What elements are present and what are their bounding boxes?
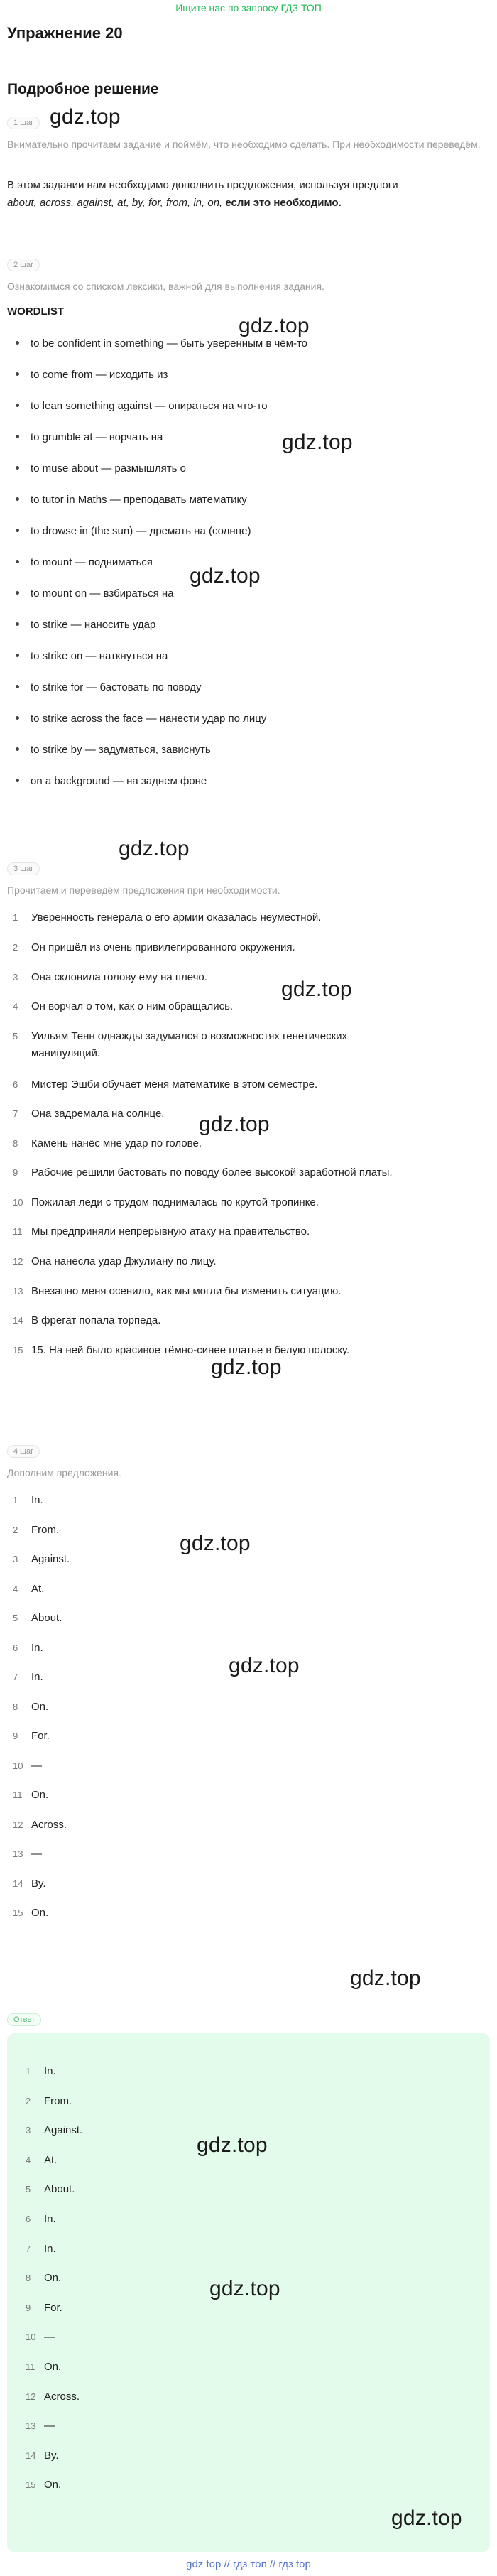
item-number: 8: [13, 1701, 18, 1712]
translation-text: 15. На ней было красивое тёмно-синее платье в белую полоску.: [31, 1344, 350, 1356]
watermark: gdz.top: [197, 2133, 268, 2157]
item-number: 9: [26, 2302, 31, 2313]
wordlist-item: [16, 710, 266, 727]
completion-text: In.: [31, 1671, 43, 1683]
answer-item: [26, 2152, 57, 2169]
bullet-dot: [16, 466, 19, 470]
translation-text: Уверенность генерала о его армии оказалась неуместной.: [31, 911, 322, 924]
translation-text: Он ворчал о том, как о ним обращались.: [31, 1000, 234, 1012]
wordlist-item: [16, 523, 251, 540]
translation-text: Она задремала на солнце.: [31, 1108, 165, 1120]
translation-text: Внезапно меня осенило, как мы могли бы изменить ситуацию.: [31, 1285, 342, 1297]
wordlist-item: [16, 773, 207, 790]
answer-item: [26, 2300, 62, 2317]
completion-item: [13, 1728, 50, 1745]
completion-text: Across.: [31, 1818, 67, 1831]
answer-text: In.: [44, 2213, 56, 2225]
wordlist-text: to mount — подниматься: [31, 556, 153, 568]
translation-item: [13, 1253, 217, 1270]
footer-links[interactable]: gdz top // гдз топ // гдз top: [186, 2558, 311, 2570]
translation-text: Рабочие решили бастовать по поводу более высокой заработной платы.: [31, 1167, 393, 1179]
wordlist-item: [16, 679, 201, 696]
completion-item: [13, 1551, 70, 1568]
watermark: gdz.top: [391, 2506, 462, 2530]
completion-text: By.: [31, 1877, 46, 1890]
completion-item: [13, 1610, 62, 1627]
item-number: 13: [26, 2420, 36, 2432]
watermark: gdz.top: [350, 1966, 421, 1990]
task-prepositions: about, across, against, at, by, for, from, in, on,: [7, 197, 223, 209]
item-number: 7: [26, 2243, 31, 2254]
answer-text: About.: [44, 2183, 75, 2196]
wordlist-text: to lean something against — опираться на что-то: [31, 400, 268, 412]
item-number: 7: [13, 1108, 18, 1119]
item-number: 11: [13, 1790, 23, 1800]
answer-item: [26, 2211, 56, 2228]
wordlist-text: to be confident in something — быть уверенным в чём-то: [31, 337, 307, 350]
item-number: 5: [26, 2184, 31, 2195]
item-number: 3: [13, 1554, 18, 1564]
answer-text: Against.: [44, 2124, 83, 2137]
bullet-dot: [16, 341, 19, 345]
watermark: gdz.top: [229, 1654, 300, 1677]
completion-item: [13, 1492, 43, 1509]
item-number: 13: [13, 1849, 23, 1859]
item-number: 5: [13, 1031, 18, 1041]
translation-text: Уильям Тенн однажды задумался о возможностях генетических: [31, 1030, 348, 1042]
item-number: 5: [13, 1613, 18, 1623]
item-number: 4: [13, 1001, 18, 1012]
item-number: 6: [26, 2214, 31, 2224]
translation-item: [13, 1223, 310, 1240]
step-badge-3: 3 шаг: [7, 862, 40, 875]
answer-text: At.: [44, 2153, 58, 2166]
completion-text: In.: [31, 1494, 43, 1506]
translation-item: [13, 969, 207, 986]
translation-item: [13, 1194, 319, 1211]
answer-text: On.: [44, 2272, 62, 2285]
answer-item: [26, 2241, 56, 2258]
answer-item: [26, 2447, 59, 2464]
translation-item: [13, 1283, 341, 1300]
bullet-dot: [16, 497, 19, 501]
completion-item: [13, 1758, 42, 1775]
task-line: В этом задании нам необходимо дополнить предложения, используя предлоги: [7, 179, 398, 191]
section-heading: Подробное решение: [7, 81, 159, 97]
translation-text-cont: манипуляций.: [31, 1047, 101, 1059]
watermark: gdz.top: [209, 2277, 280, 2300]
item-number: 9: [13, 1167, 18, 1178]
wordlist-item: [16, 554, 153, 571]
completion-item: [13, 1846, 42, 1863]
translation-text: Он пришёл из очень привилегированного окружения.: [31, 941, 295, 953]
bullet-dot: [16, 716, 19, 720]
completion-item: [13, 1905, 48, 1922]
watermark: gdz.top: [211, 1355, 282, 1379]
item-number: 13: [13, 1286, 23, 1297]
translation-text: Мистер Эшби обучает меня математике в этом семестре.: [31, 1078, 318, 1091]
wordlist-text: to strike across the face — нанести удар по лицу: [31, 713, 267, 725]
item-number: 3: [26, 2125, 31, 2136]
answer-text: Across.: [44, 2390, 80, 2403]
wordlist-item: [16, 398, 268, 415]
page-title: Упражнение 20: [7, 24, 123, 42]
task-suffix: если это необходимо.: [225, 197, 342, 209]
completion-item: [13, 1787, 48, 1804]
item-number: 2: [13, 942, 18, 953]
wordlist-item: [16, 585, 174, 602]
item-number: 6: [13, 1642, 18, 1653]
step-desc-3: Прочитаем и переведём предложения при необходимости.: [7, 884, 280, 896]
watermark: gdz.top: [239, 314, 310, 337]
translation-text: В фрегат попала торпеда.: [31, 1314, 161, 1326]
answer-text: —: [44, 2331, 55, 2344]
answer-text: On.: [44, 2479, 62, 2491]
translation-text: Мы предприняли непрерывную атаку на правительство.: [31, 1225, 310, 1238]
item-number: 12: [13, 1256, 23, 1267]
translation-item: [13, 1105, 164, 1122]
answer-text: On.: [44, 2361, 62, 2373]
wordlist-text: to strike for — бастовать по поводу: [31, 681, 202, 693]
item-number: 15: [26, 2479, 36, 2491]
translation-item: [13, 998, 233, 1015]
answer-item: [26, 2122, 82, 2139]
wordlist-item: [16, 648, 168, 665]
completion-item: [13, 1876, 46, 1893]
task-instruction: [7, 176, 497, 212]
bullet-dot: [16, 654, 19, 657]
step-badge-4: 4 шаг: [7, 1445, 40, 1458]
completion-text: From.: [31, 1523, 60, 1536]
item-number: 3: [13, 972, 18, 983]
wordlist-text: on a background — на заднем фоне: [31, 775, 207, 787]
completion-text: In.: [31, 1641, 43, 1654]
item-number: 1: [26, 2066, 31, 2077]
item-number: 15: [13, 1345, 23, 1355]
answer-text: In.: [44, 2065, 56, 2077]
translation-item: [13, 1028, 348, 1059]
wordlist-item: [16, 617, 155, 634]
item-number: 1: [13, 1495, 18, 1505]
item-number: 12: [13, 1819, 23, 1830]
wordlist-text: to drowse in (the sun) — дремать на (солнце): [31, 525, 251, 537]
translation-text: Камень нанёс мне удар по голове.: [31, 1137, 202, 1149]
completion-text: On.: [31, 1700, 49, 1713]
translation-item: [13, 1135, 202, 1152]
wordlist-text: to strike on — наткнуться на: [31, 650, 168, 662]
completion-text: About.: [31, 1612, 62, 1624]
translation-item: [13, 939, 295, 956]
bullet-dot: [16, 529, 19, 532]
watermark: gdz.top: [281, 978, 352, 1001]
watermark: gdz.top: [180, 1532, 251, 1555]
answer-item: [26, 2329, 55, 2346]
wordlist-item: [16, 429, 163, 446]
translation-text: Она склонила голову ему на плечо.: [31, 971, 207, 983]
translation-text: Пожилая леди с трудом поднималась по крутой тропинке.: [31, 1196, 319, 1208]
item-number: 12: [26, 2391, 36, 2402]
bullet-dot: [16, 372, 19, 376]
translation-text: Она нанесла удар Джулиану по лицу.: [31, 1255, 217, 1267]
item-number: 11: [13, 1226, 23, 1237]
item-number: 7: [13, 1672, 18, 1682]
item-number: 10: [26, 2332, 36, 2343]
answer-item: [26, 2418, 55, 2435]
answer-item: [26, 2063, 56, 2080]
item-number: 2: [26, 2095, 31, 2106]
item-number: 8: [13, 1138, 18, 1149]
bullet-dot: [16, 685, 19, 688]
wordlist-text: to come from — исходить из: [31, 369, 168, 381]
bullet-dot: [16, 779, 19, 782]
completion-text: On.: [31, 1907, 49, 1919]
completion-item: [13, 1640, 43, 1657]
top-banner[interactable]: Ищите нас по запросу ГДЗ ТОП: [175, 2, 322, 13]
completion-text: For.: [31, 1730, 50, 1742]
item-number: 4: [13, 1583, 18, 1594]
item-number: 9: [13, 1731, 18, 1741]
completion-item: [13, 1699, 48, 1716]
wordlist-title: WORDLIST: [7, 305, 64, 318]
step-desc-2: Ознакомимся со списком лексики, важной для выполнения задания.: [7, 281, 324, 292]
completion-item: [13, 1669, 43, 1686]
completion-item: [13, 1817, 67, 1834]
watermark: gdz.top: [119, 837, 190, 860]
bullet-dot: [16, 435, 19, 438]
item-number: 14: [26, 2450, 36, 2461]
item-number: 8: [26, 2273, 31, 2284]
item-number: 14: [13, 1878, 23, 1889]
step-desc-1: Внимательно прочитаем задание и поймём, что необходимо сделать. При необходимости переведём.: [7, 139, 481, 150]
wordlist-text: to grumble at — ворчать на: [31, 431, 163, 443]
bullet-dot: [16, 404, 19, 407]
translation-item: [13, 909, 321, 926]
wordlist-item: [16, 742, 211, 759]
answer-item: [26, 2477, 61, 2494]
answer-item: [26, 2359, 61, 2376]
wordlist-text: to strike by — задуматься, зависнуть: [31, 744, 211, 756]
watermark: gdz.top: [282, 431, 353, 454]
completion-text: —: [31, 1848, 42, 1860]
answer-item: [26, 2388, 80, 2405]
wordlist-text: to muse about — размышлять о: [31, 462, 186, 475]
translation-item: [13, 1312, 160, 1329]
bullet-dot: [16, 622, 19, 626]
completion-text: Against.: [31, 1553, 70, 1565]
watermark: gdz.top: [50, 105, 121, 129]
item-number: 2: [13, 1524, 18, 1535]
translation-item: [13, 1342, 349, 1359]
completion-text: On.: [31, 1789, 49, 1801]
translation-item: [13, 1076, 317, 1093]
wordlist-item: [16, 492, 247, 509]
wordlist-text: to strike — наносить удар: [31, 619, 156, 631]
step-badge-2: 2 шаг: [7, 259, 40, 271]
answer-item: [26, 2093, 72, 2110]
bullet-dot: [16, 591, 19, 595]
answer-text: By.: [44, 2449, 59, 2462]
answer-text: From.: [44, 2094, 72, 2107]
bullet-dot: [16, 747, 19, 751]
item-number: 15: [13, 1907, 23, 1918]
watermark: gdz.top: [199, 1113, 270, 1136]
bullet-dot: [16, 560, 19, 563]
answer-text: In.: [44, 2242, 56, 2255]
answer-badge: Ответ: [7, 2013, 41, 2026]
item-number: 10: [13, 1760, 23, 1771]
item-number: 11: [26, 2361, 36, 2372]
answer-item: [26, 2270, 61, 2287]
translation-item: [13, 1164, 393, 1181]
watermark: gdz.top: [190, 564, 261, 588]
answer-item: [26, 2181, 75, 2198]
item-number: 6: [13, 1079, 18, 1090]
answer-text: For.: [44, 2301, 62, 2314]
completion-item: [13, 1522, 59, 1539]
item-number: 10: [13, 1197, 23, 1208]
item-number: 4: [26, 2154, 31, 2165]
answer-text: —: [44, 2420, 55, 2432]
wordlist-text: to mount on — взбираться на: [31, 588, 174, 600]
completion-text: At.: [31, 1582, 45, 1595]
step-badge-1: 1 шаг: [7, 117, 40, 129]
item-number: 14: [13, 1315, 23, 1326]
completion-item: [13, 1581, 44, 1598]
wordlist-item: [16, 367, 168, 384]
wordlist-item: [16, 460, 186, 477]
item-number: 1: [13, 912, 18, 923]
completion-text: —: [31, 1759, 42, 1772]
wordlist-text: to tutor in Maths — преподавать математику: [31, 494, 247, 506]
step-desc-4: Дополним предложения.: [7, 1467, 121, 1478]
